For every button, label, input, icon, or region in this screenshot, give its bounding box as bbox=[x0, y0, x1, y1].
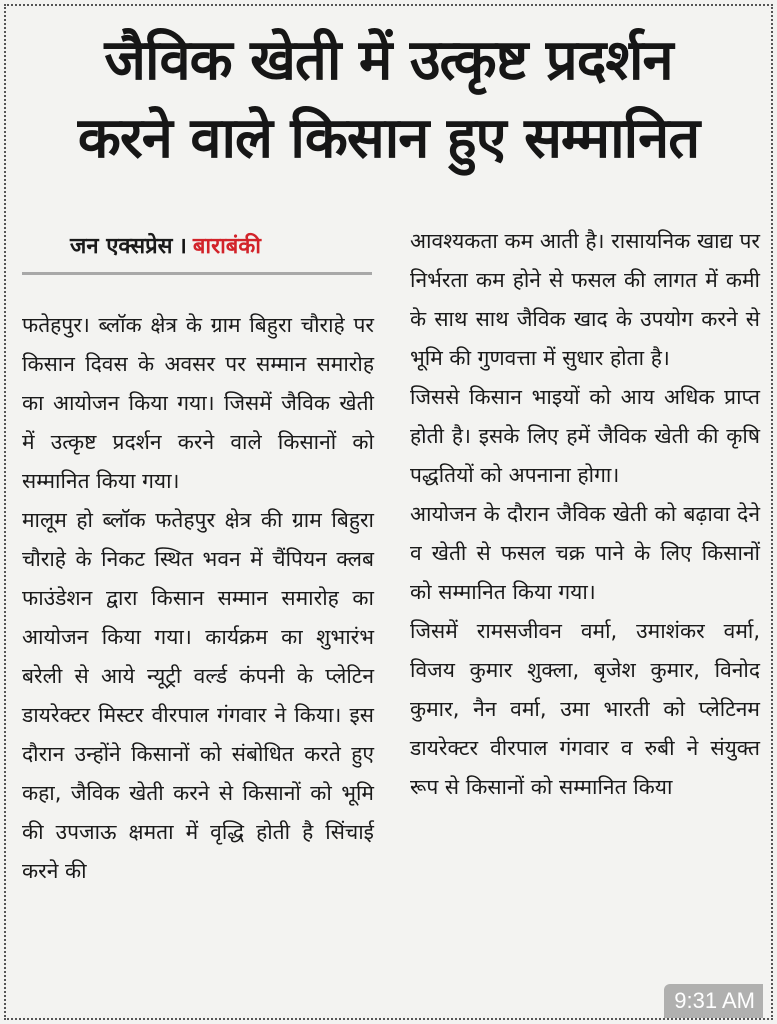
byline-source: जन एक्सप्रेस bbox=[70, 234, 173, 259]
status-clock: 9:31 AM bbox=[664, 984, 763, 1018]
paragraph: आयोजन के दौरान जैविक खेती को बढ़ावा देने व खेती से फसल चक्र पाने के लिए किसानों को सम्मानित किया गया। bbox=[410, 502, 760, 604]
paragraph: मालूम हो ब्लॉक फतेहपुर क्षेत्र की ग्राम बिहुरा चौराहे के निकट स्थित भवन में चैंपियन क्लब फाउंडेशन द्वारा किसान सम्मान समारोह का आयोजन किया गया। कार्यक्रम का शुभारंभ बरेली से आये न्यूट्री वर्ल्ड कंपनी के प्लेटिन डायरेक्टर मिस्टर वीरपाल गंगवार ने किया। इस दौरान उन्होंने किसानों को संबोधित करते हुए कहा, जैविक खेती करने से किसानों को भूमि की उपजाऊ क्षमता में वृद्धि होती है सिंचाई करने की bbox=[22, 508, 374, 883]
paragraph: आवश्यकता कम आती है। रासायनिक खाद्य पर निर्भरता कम होने से फसल की लागत में कमी के साथ साथ जैविक खाद के उपयोग करने से भूमि की गुणवत्ता में सुधार होता है। bbox=[410, 229, 760, 370]
headline bbox=[0, 22, 777, 178]
byline-city: बाराबंकी bbox=[192, 234, 261, 259]
byline-separator: । bbox=[178, 234, 187, 259]
headline-line-2: करने वाले किसान हुए सम्मानित bbox=[77, 106, 700, 171]
headline-line-1: जैविक खेती में उत्कृष्ट प्रदर्शन bbox=[104, 28, 673, 93]
article-column-left bbox=[22, 306, 374, 891]
byline-divider bbox=[22, 272, 372, 275]
paragraph: जिससे किसान भाइयों को आय अधिक प्राप्त होती है। इसके लिए हमें जैविक खेती की कृषि पद्धतियों को अपनाना होगा। bbox=[410, 385, 760, 487]
paragraph: जिसमें रामसजीवन वर्मा, उमाशंकर वर्मा, विजय कुमार शुक्ला, बृजेश कुमार, विनोद कुमार, नैन वर्मा, उमा भारती को प्लेटिनम डायरेक्टर वीरपाल गंगवार व रुबी ने संयुक्त रूप से किसानों को सम्मानित किया bbox=[410, 619, 760, 799]
article-column-right bbox=[410, 222, 760, 807]
byline bbox=[70, 230, 261, 260]
paragraph: फतेहपुर। ब्लॉक क्षेत्र के ग्राम बिहुरा चौराहे पर किसान दिवस के अवसर पर सम्मान समारोह का आयोजन किया गया। जिसमें जैविक खेती में उत्कृष्ट प्रदर्शन करने वाले किसानों को सम्मानित किया गया। bbox=[22, 313, 374, 493]
